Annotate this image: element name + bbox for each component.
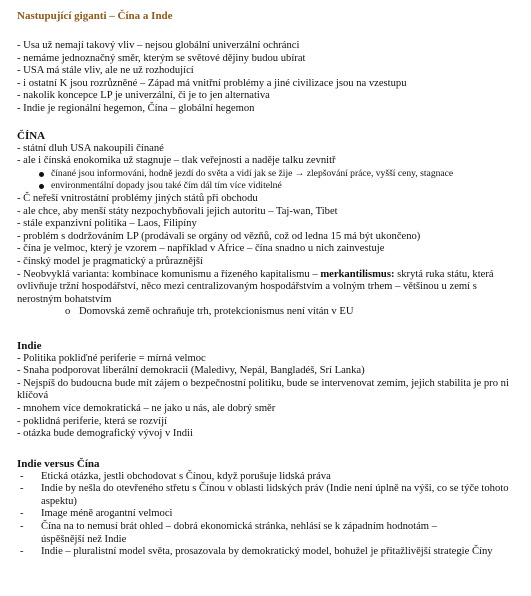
india-item: - poklidná periferie, která se rozvíjí [17,415,168,427]
china-bullet: čínané jsou informováni, hodně jezdí do světa a vidí jak se žije → zlepšování práce, vyšší ceny, stagnace [17,168,522,181]
versus-item: - Etická otázka, jestli obchodovat s Čínou, když porušuje lidská práva [17,471,522,484]
intro-item: - nakolik koncepce LP je univerzální, či je to jen alternativa [17,90,270,102]
intro-item: - Usa už nemají takový vliv – nejsou globální univerzální ochránci [17,40,300,51]
china-item: - státní dluh USA nakoupili čínané [17,142,164,154]
china-heading: ČÍNA [17,130,46,142]
china-item: - problém s dodržováním LP (prodávali se orgány od vězňů, což od ledna 15 má být ukončeno) [17,230,421,242]
china-item: - Č neřeší vnitrostátní problémy jiných států při obchodu [17,192,258,204]
intro-item: - Indie je regionální hegemon, Čína – globální hegemon [17,102,255,114]
china-item: - ale i čínská enokomika už stagnuje – tlak veřejnosti a naděje talku zevnitř [17,155,336,167]
versus-item: - Image méně arogantní velmoci [17,508,522,521]
india-item: - Politika pokliďné periferie = mírná velmoc [17,352,206,364]
intro-list [17,40,522,116]
india-item: - Snaha podporovat liberální demokracii (Maledivy, Nepál, Bangladéš, Srí Lanka) [17,365,365,377]
versus-section [17,458,522,559]
china-item: - ale chce, aby menší státy nezpochybňovali jejich autoritu – Taj-wan, Tibet [17,205,338,217]
china-item: - čína je velmoc, který je vzorem – například v Africe – čína snadno u nich zainvestuje [17,243,385,255]
versus-item: - Čína na to nemusí brát ohled – dobrá ekonomická stránka, nehlásí se k západním hodnotám – úspěšnější než Indie [17,521,471,546]
intro-item: - i ostatní K jsou rozrůzněné – Západ má vnitřní problémy a jiné civilizace jsou na vzestupu [17,77,407,89]
china-neobvykla-item [17,269,517,307]
versus-item: - Indie – pluralistní model světa, prosazovala by demokratický model, bohužel je přitažlivější strategie Číny [17,546,517,559]
neob-prefix: - Neobvyklá varianta: kombinace komunismu a řízeného kapitalismu – [17,268,321,280]
india-heading: Indie [17,340,42,352]
india-section [17,340,522,441]
document-title: Nastupující giganti – Čína a Inde [17,10,173,22]
versus-item: - Indie by nešla do otevřeného střetu s Čínou v oblasti lidských práv (Indie není úplně na výši, co se týče tohoto aspektu) [17,483,517,508]
china-item: - čínský model je pragmatický a průraznější [17,255,203,267]
intro-item: - nemáme jednoznačný směr, kterým se světové dějiny budou ubírat [17,52,306,64]
china-item: - stále expanzivní politika – Laos, Filipíny [17,218,197,230]
intro-item: - USA má stále vliv, ale ne už rozhodující [17,65,194,77]
china-section [17,130,522,319]
versus-heading: Indie versus Čína [17,458,100,470]
india-item: - mnohem více demokratická – ne jako u nás, ale dobrý směr [17,402,276,414]
china-bullet: environmentální dopady jsou také čím dál tím více viditelné [17,180,522,193]
neob-bold: merkantilismus: [320,268,395,280]
china-sub-item: o Domovská země ochraňuje trh, protekcionismus není vítán v EU [17,306,522,319]
india-item: - otázka bude demografický vývoj v Indii [17,428,193,440]
india-item: - Nejspíš do budoucna bude mít zájem o bezpečnostní politiku, bude se intervenovat zemím, jejich stabilita je pro ni klíčová [17,377,509,402]
neob-rest: skrytá ruka státu, která ovlivňuje tržní hospodářství, něco mezi centralizovaným hospodářstvím a volným trhem – většinou u zemí s nerostným bohatstvím [17,268,494,305]
